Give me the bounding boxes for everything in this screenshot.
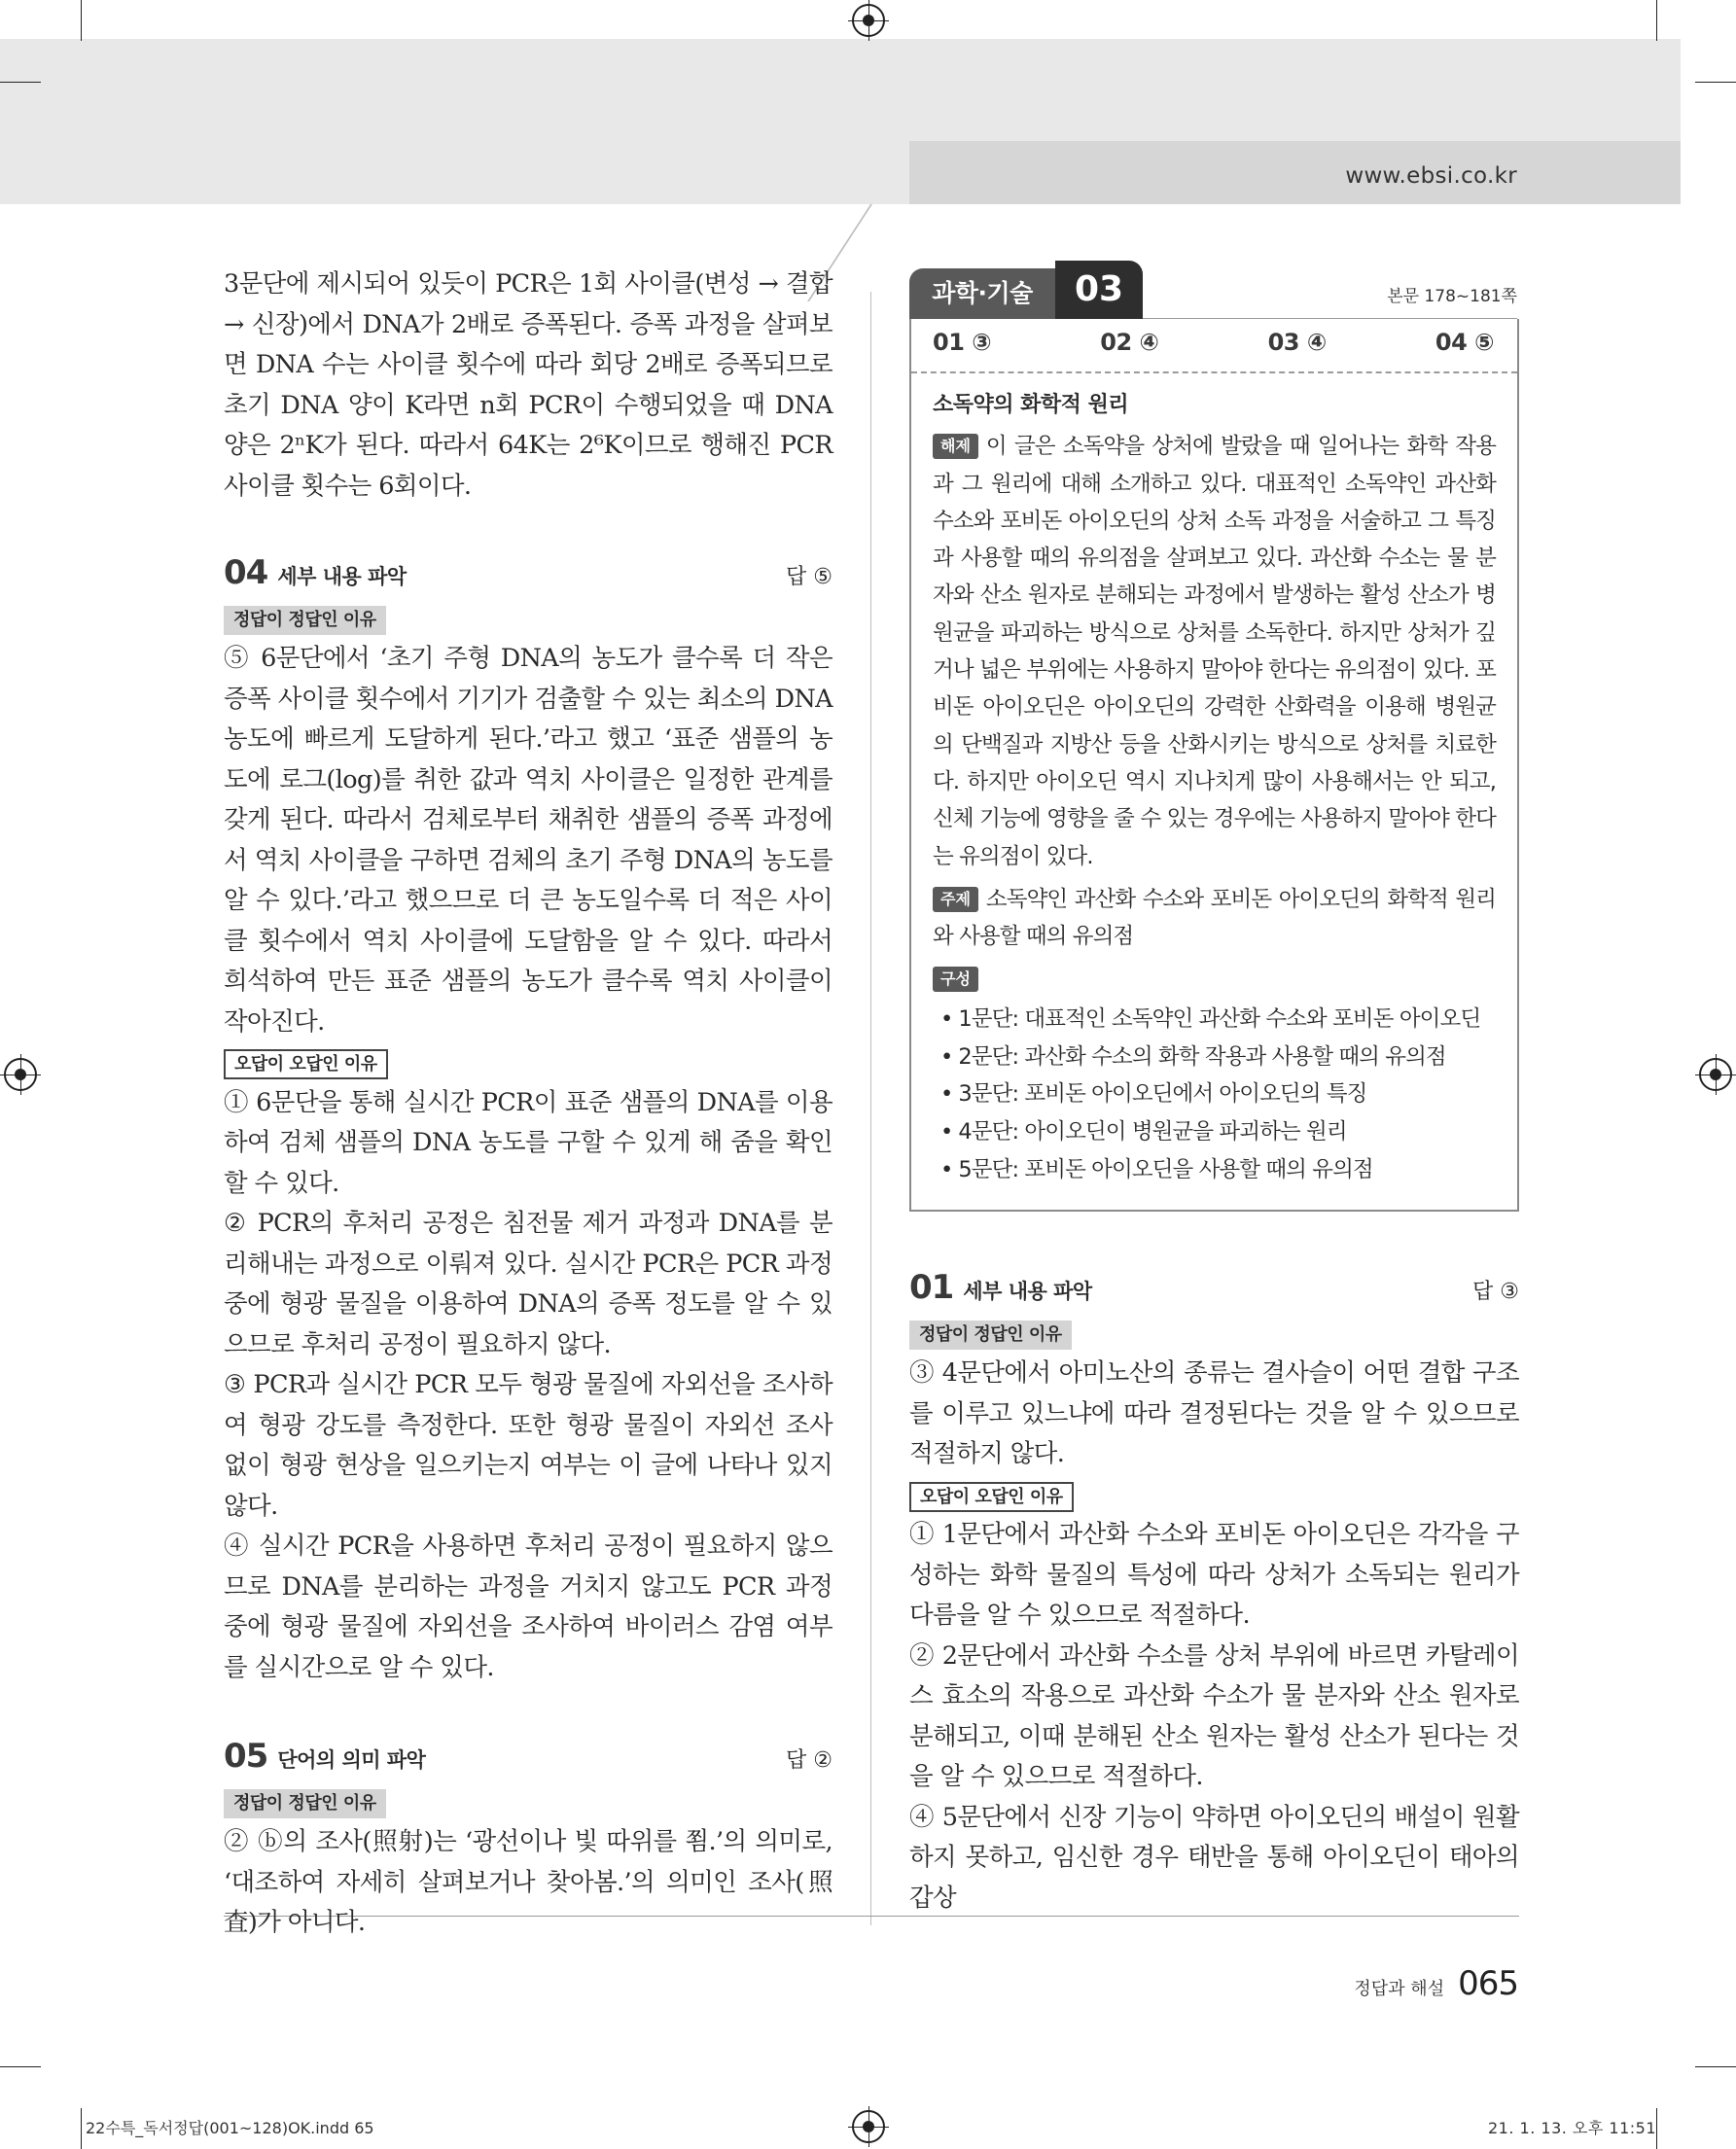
answer-key-item: 04 ⑤ [1435, 329, 1494, 356]
question-answer: 답 ② [786, 1748, 833, 1773]
wrong-reason-item: ② PCR의 후처리 공정은 침전물 제거 과정과 DNA를 분리해내는 과정으로 이뤄져 있다. 실시간 PCR은 PCR 과정 중에 형광 물질을 이용하여 DNA의 증폭 정도를 알 수 있으므로 후처리 공정이 필요하지 않다. [224, 1209, 833, 1359]
answer-key-item: 02 ④ [1100, 329, 1159, 356]
registration-mark-icon [1699, 1058, 1732, 1091]
correct-reason-tag: 정답이 정답인 이유 [909, 1321, 1072, 1350]
registration-mark-icon [852, 4, 885, 37]
crop-mark [81, 2108, 82, 2149]
theme-section [933, 881, 1496, 956]
question-number: 04 [224, 553, 268, 592]
header-notch [909, 141, 1681, 204]
theme-text: 소독약인 과산화 수소와 포비돈 아이오딘의 화학적 원리와 사용할 때의 유의점 [933, 886, 1496, 950]
registration-mark-icon [852, 2110, 885, 2143]
correct-reason-tag: 정답이 정답인 이유 [224, 606, 386, 635]
print-slug-date: 21. 1. 13. 오후 11:51 [1488, 2119, 1657, 2137]
structure-item: • 5문단: 포비돈 아이오딘을 사용할 때의 유의점 [940, 1151, 1496, 1189]
structure-label: 구성 [933, 967, 978, 992]
section-tab [909, 261, 1517, 319]
wrong-reason-tag: 오답이 오답인 이유 [224, 1049, 388, 1079]
question-title: 단어의 의미 파악 [277, 1748, 426, 1772]
passage-title: 소독약의 화학적 원리 [933, 393, 1129, 417]
column-divider [870, 292, 871, 1925]
section-number: 03 [1055, 261, 1143, 319]
question-05-header [224, 1737, 833, 1781]
crop-mark [1695, 2066, 1736, 2067]
footer-label: 정답과 해설 [1354, 1979, 1445, 1999]
answer-key-row [911, 319, 1517, 373]
question-answer: 답 ③ [1472, 1280, 1519, 1304]
page-number: 065 [1458, 1964, 1518, 2003]
wrong-reason-item: ④ 실시간 PCR을 사용하면 후처리 공정이 필요하지 않으므로 DNA를 분리하는 과정을 거치지 않고도 PCR 과정 중에 형광 물질에 자외선을 조사하여 바이러스 감염 여부를 실시간으로 알 수 있다. [224, 1532, 833, 1682]
structure-section [933, 961, 1496, 1188]
answer-key-item: 03 ④ [1267, 329, 1327, 356]
wrong-reason-item: ① 1문단에서 과산화 수소와 포비돈 아이오딘은 각각을 구성하는 화학 물질의 특성에 따라 상처가 소독되는 원리가 다름을 알 수 있으므로 적절하다. [909, 1520, 1519, 1630]
structure-item: • 3문단: 포비돈 아이오딘에서 아이오딘의 특징 [940, 1075, 1496, 1113]
crop-mark [0, 82, 41, 83]
structure-list [933, 1001, 1496, 1189]
theme-label: 주제 [933, 887, 978, 912]
correct-reason-tag: 정답이 정답인 이유 [224, 1789, 386, 1818]
correct-reason-text: ② ⓑ의 조사(照射)는 ‘광선이나 빛 따위를 쬠.’의 의미로, ‘대조하여 자세히 살펴보거나 찾아봄.’의 의미인 조사(照査)가 아니다. [224, 1827, 833, 1937]
structure-item: • 1문단: 대표적인 소독약인 과산화 수소와 포비돈 아이오딘 [940, 1001, 1496, 1039]
wrong-reason-item: ① 6문단을 통해 실시간 PCR이 표준 샘플의 DNA를 이용하여 검체 샘플의 DNA 농도를 구할 수 있게 해 줌을 확인할 수 있다. [224, 1087, 833, 1198]
site-url: www.ebsi.co.kr [1345, 163, 1517, 189]
crop-mark [1656, 0, 1657, 41]
structure-item: • 2문단: 과산화 수소의 화학 작용과 사용할 때의 유의점 [940, 1039, 1496, 1076]
explanation-section [933, 428, 1496, 875]
section-label: 과학·기술 [909, 268, 1055, 319]
explanation-label: 해제 [933, 434, 978, 459]
question-04-header [224, 553, 833, 598]
structure-item: • 4문단: 아이오딘이 병원균을 파괴하는 원리 [940, 1113, 1496, 1151]
crop-mark [81, 0, 82, 41]
question-number: 05 [224, 1737, 268, 1776]
correct-reason-text: ⑤ 6문단에서 ‘초기 주형 DNA의 농도가 클수록 더 작은 증폭 사이클 횟수에서 기기가 검출할 수 있는 최소의 DNA 농도에 빠르게 도달하게 된다.’라고 했고 ‘표준 샘플의 농도에 로그(log)를 취한 값과 역치 사이클은 일정한 관계를 갖게 된다. 따라서 검체로부터 채취한 샘플의 증폭 과정에서 역치 사이클을 구하면 검체의 초기 주형 DNA의 농도를 알 수 있다.’라고 했으므로 더 큰 농도일수록 더 적은 사이클 횟수에서 역치 사이클에 도달함을 알 수 있다. 따라서 희석하여 만든 표준 샘플의 농도가 클수록 역치 사이클이 작아진다. [224, 644, 833, 1037]
page-footer [1354, 1964, 1518, 2003]
registration-mark-icon [4, 1058, 37, 1091]
crop-mark [1695, 82, 1736, 83]
wrong-reason-item: ③ PCR과 실시간 PCR 모두 형광 물질에 자외선을 조사하여 형광 강도를 측정한다. 또한 형광 물질이 자외선 조사 없이 형광 현상을 일으키는지 여부는 이 글에 나타나 있지 않다. [224, 1370, 833, 1521]
intro-paragraph: 3문단에 제시되어 있듯이 PCR은 1회 사이클(변성 → 결합 → 신장)에서 DNA가 2배로 증폭된다. 증폭 과정을 살펴보면 DNA 수는 사이클 횟수에 따라 회당 2배로 증폭되므로 초기 DNA 양이 K라면 n회 PCR이 수행되었을 때 DNA 양은 2ⁿK가 된다. 따라서 64K는 2⁶K이므로 행해진 PCR 사이클 횟수는 6회이다. [224, 269, 833, 501]
answer-key-item: 01 ③ [933, 329, 992, 356]
page-reference: 본문 178~181쪽 [1387, 287, 1517, 306]
wrong-reason-item: ② 2문단에서 과산화 수소를 상처 부위에 바르면 카탈레이스 효소의 작용으로 과산화 수소가 물 분자와 산소 원자로 분해되고, 이때 분해된 산소 원자는 활성 산소가 된다는 것을 알 수 있으므로 적절하다. [909, 1640, 1519, 1791]
summary-body [911, 373, 1517, 1189]
question-answer: 답 ⑤ [786, 565, 833, 589]
explanation-text: 이 글은 소독약을 상처에 발랐을 때 일어나는 화학 작용과 그 원리에 대해 소개하고 있다. 대표적인 소독약인 과산화 수소와 포비돈 아이오딘의 상처 소독 과정을 서술하고 그 특징과 사용할 때의 유의점을 살펴보고 있다. 과산화 수소는 물 분자와 산소 원자로 분해되는 과정에서 발생하는 활성 산소가 병원균을 파괴하는 방식으로 상처를 소독한다. 하지만 상처가 깊거나 넓은 부위에는 사용하지 말아야 한다는 유의점이 있다. 포비돈 아이오딘은 아이오딘의 강력한 산화력을 이용해 병원균의 단백질과 지방산 등을 산화시키는 방식으로 상처를 치료한다. 하지만 아이오딘 역시 지나치게 많이 사용해서는 안 되고, 신체 기능에 영향을 줄 수 있는 경우에는 사용하지 말아야 한다는 유의점이 있다. [933, 434, 1496, 869]
correct-reason-text: ③ 4문단에서 아미노산의 종류는 결사슬이 어떤 결합 구조를 이루고 있느냐에 따라 결정된다는 것을 알 수 있으므로 적절하지 않다. [909, 1358, 1519, 1468]
left-column [224, 264, 833, 1944]
wrong-reason-tag: 오답이 오답인 이유 [909, 1482, 1074, 1512]
question-title: 세부 내용 파악 [963, 1280, 1092, 1303]
wrong-reason-item: ④ 5문단에서 신장 기능이 약하면 아이오딘의 배설이 원활하지 못하고, 임신한 경우 태반을 통해 아이오딘이 태아의 갑상 [909, 1802, 1519, 1913]
summary-box [909, 319, 1519, 1212]
question-number: 01 [909, 1268, 954, 1307]
crop-mark [0, 2066, 41, 2067]
crop-mark [1656, 2108, 1657, 2149]
question-01-header [909, 1268, 1519, 1313]
print-slug-file: 22수특_독서정답(001~128)OK.indd 65 [86, 2119, 374, 2137]
right-column [909, 1268, 1519, 1919]
question-title: 세부 내용 파악 [277, 565, 407, 588]
